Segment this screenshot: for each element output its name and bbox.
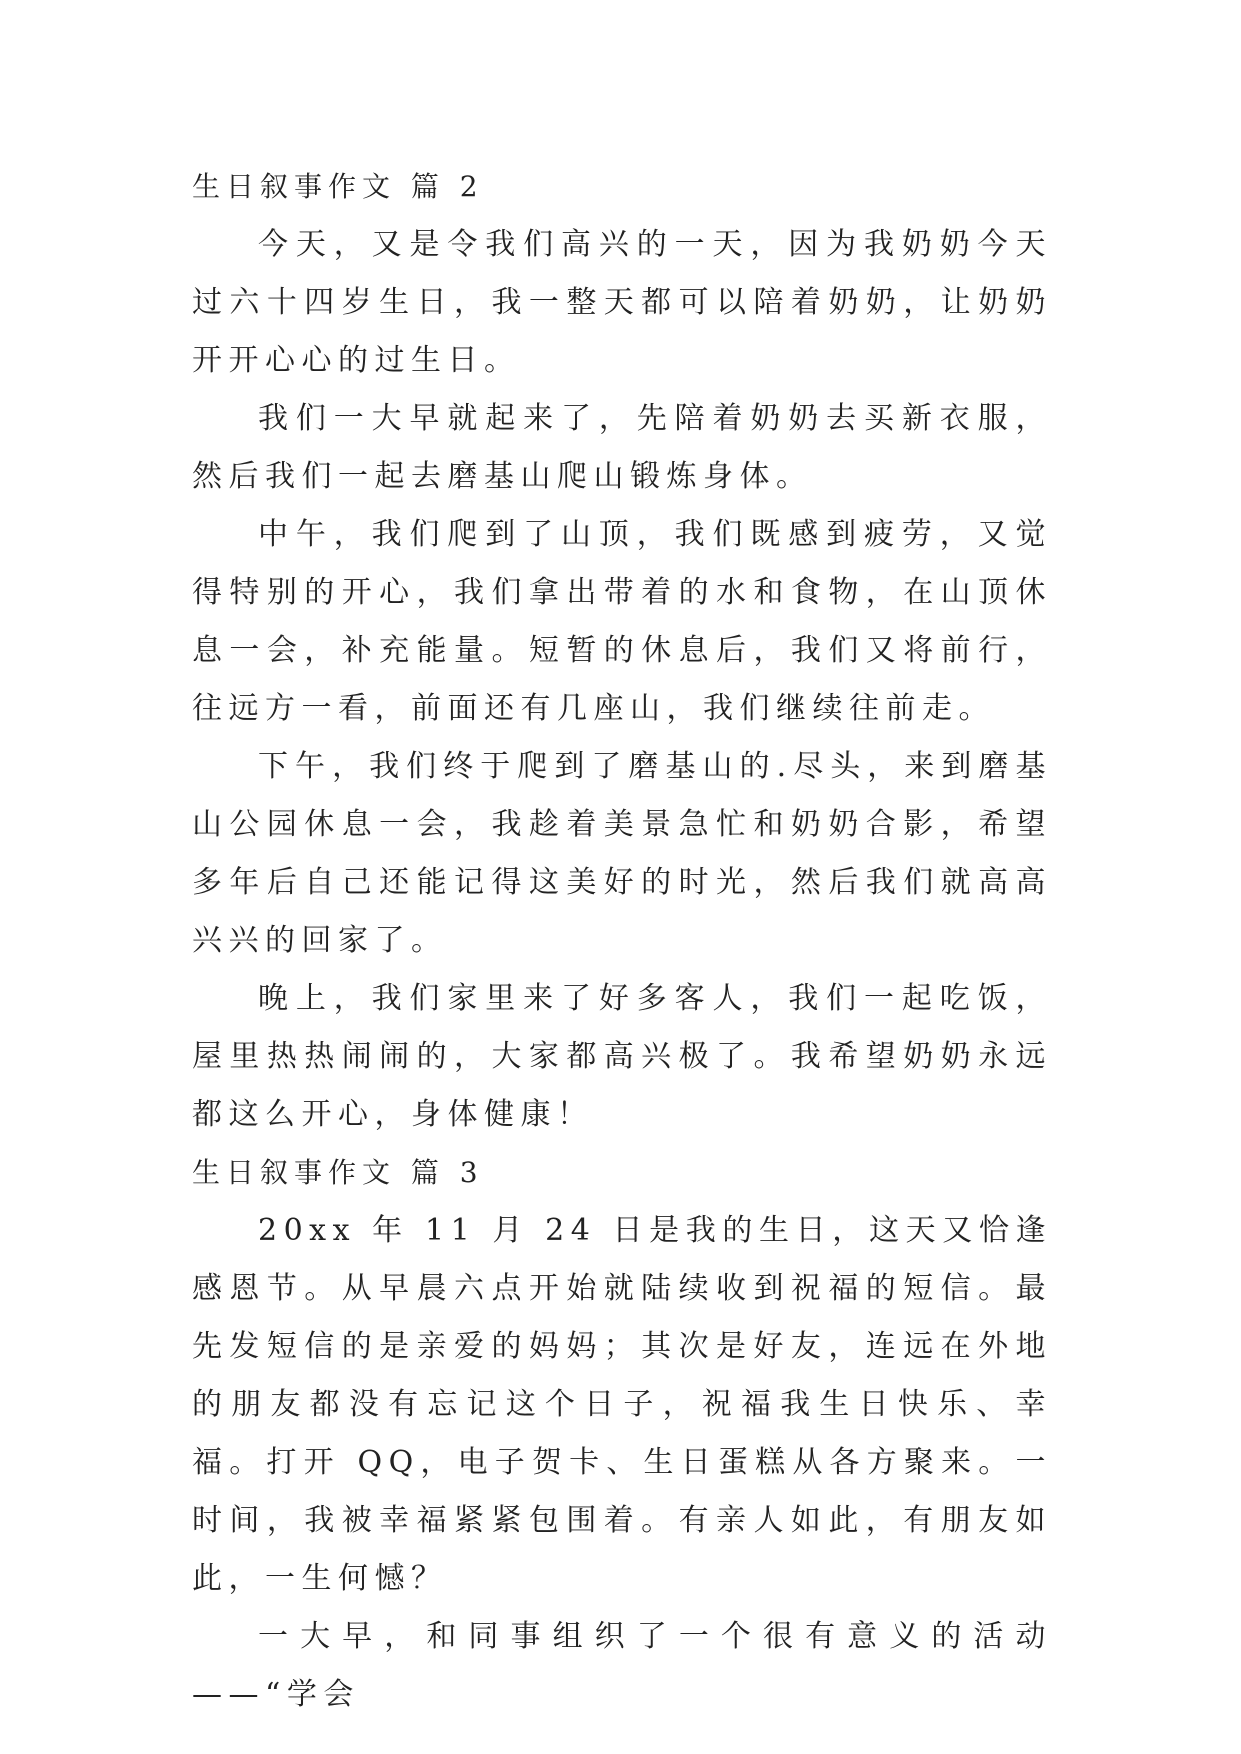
paragraph: 我们一大早就起来了，先陪着奶奶去买新衣服，然后我们一起去磨基山爬山锻炼身体。	[192, 401, 1052, 494]
document-page	[192, 158, 1052, 1724]
paragraph: 一大早，和同事组织了一个很有意义的活动——“学会	[192, 1619, 1052, 1712]
paragraph: 中午，我们爬到了山顶，我们既感到疲劳，又觉得特别的开心，我们拿出带着的水和食物，在山顶休息一会，补充能量。短暂的休息后，我们又将前行，往远方一看，前面还有几座山，我们继续往前走。	[192, 517, 1052, 726]
essay-section-3	[192, 1144, 1052, 1724]
paragraph: 20xx 年 11 月 24 日是我的生日，这天又恰逢感恩节。从早晨六点开始就陆续收到祝福的短信。最先发短信的是亲爱的妈妈；其次是好友，连远在外地的朋友都没有忘记这个日子，祝福我生日快乐、幸福。打开 QQ，电子贺卡、生日蛋糕从各方聚来。一时间，我被幸福紧紧包围着。有亲人如此，有朋友如此，一生何憾？	[192, 1213, 1052, 1596]
paragraph: 今天，又是令我们高兴的一天，因为我奶奶今天过六十四岁生日，我一整天都可以陪着奶奶，让奶奶开开心心的过生日。	[192, 227, 1052, 378]
section-heading: 生日叙事作文 篇 2	[192, 170, 484, 203]
paragraph: 下午，我们终于爬到了磨基山的.尽头，来到磨基山公园休息一会，我趁着美景急忙和奶奶合影，希望多年后自己还能记得这美好的时光，然后我们就高高兴兴的回家了。	[192, 749, 1052, 958]
paragraph: 晚上，我们家里来了好多客人，我们一起吃饭，屋里热热闹闹的，大家都高兴极了。我希望奶奶永远都这么开心，身体健康！	[192, 981, 1052, 1132]
section-heading: 生日叙事作文 篇 3	[192, 1156, 484, 1189]
essay-section-2	[192, 158, 1052, 1144]
